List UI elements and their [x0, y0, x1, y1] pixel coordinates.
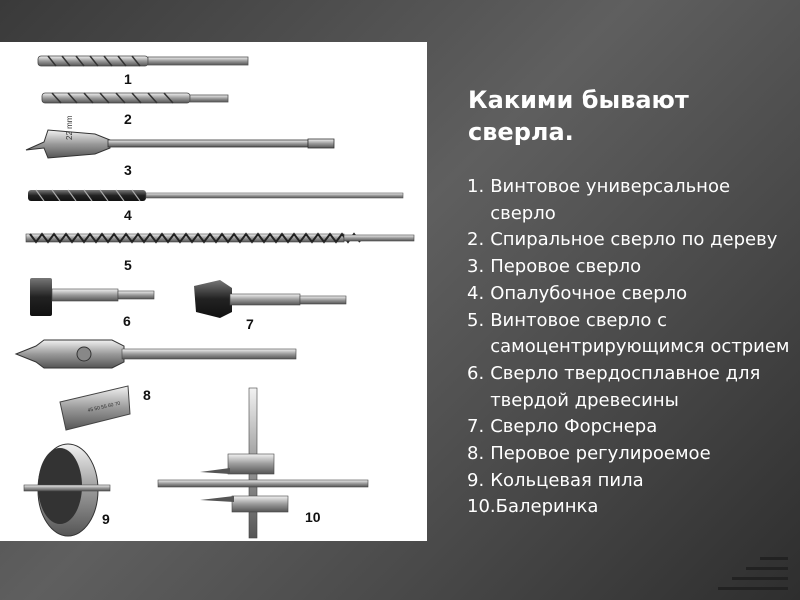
list-item [467, 281, 797, 308]
list-item-number: 9. [467, 469, 485, 491]
label-9: 9 [102, 511, 110, 527]
label-4: 4 [124, 207, 132, 223]
drill-types-list [467, 174, 797, 521]
corner-decoration [718, 534, 788, 590]
list-item [467, 308, 797, 361]
list-item-text: Винтовое сверло с самоцентрирующимся острием [490, 309, 790, 358]
list-item-number: 1. [467, 176, 485, 197]
list-item [467, 254, 797, 281]
list-item-text: Перовое сверло [490, 256, 642, 278]
list-item-number: 8. [467, 443, 485, 465]
list-item [467, 227, 797, 254]
adjustable-scale: 45 50 55 60 70 [87, 400, 121, 414]
list-item-number: 10. [467, 496, 496, 518]
list-item-text: Сверло твердосплавное для твердой древесины [490, 362, 761, 411]
list-item [467, 361, 797, 414]
label-6: 6 [123, 313, 131, 329]
list-item [467, 494, 797, 521]
drill-4 [28, 190, 403, 223]
label-5: 5 [124, 257, 132, 273]
drill-1 [38, 56, 248, 87]
list-item-text: Опалубочное сверло [490, 282, 688, 304]
list-item [467, 468, 797, 495]
list-item-text: Спиральное сверло по дереву [490, 229, 778, 251]
list-item-text: Балеринка [495, 496, 599, 518]
drill-bits-illustration [0, 42, 427, 541]
list-item-text: Сверло Форснера [490, 416, 658, 438]
list-item-number: 5. [467, 309, 485, 331]
list-item [467, 441, 797, 468]
label-2: 2 [124, 111, 132, 127]
label-3: 3 [124, 162, 132, 178]
slide-title-line-1: Какими бывают [468, 86, 689, 114]
label-7: 7 [246, 316, 254, 332]
drill-7 [194, 280, 346, 332]
label-8: 8 [143, 387, 151, 403]
slide-title [468, 84, 788, 148]
list-item-number: 3. [467, 256, 485, 278]
list-item-text: Винтовое универсальное сверло [490, 176, 731, 224]
list-item-number: 7. [467, 416, 485, 438]
label-10: 10 [305, 509, 321, 525]
drill-10 [158, 388, 368, 538]
spade-marking: 22 mm [65, 115, 74, 140]
list-item-number: 4. [467, 282, 485, 304]
list-item-number: 2. [467, 229, 485, 251]
list-item [467, 414, 797, 441]
list-item-text: Перовое регулироемое [490, 443, 711, 465]
label-1: 1 [124, 71, 132, 87]
drill-3 [26, 115, 334, 178]
list-item-text: Кольцевая пила [490, 469, 644, 491]
drill-9 [24, 444, 110, 536]
list-item [467, 174, 797, 227]
drill-5 [26, 234, 414, 273]
slide-title-line-2: сверла. [468, 118, 574, 146]
drill-6 [30, 278, 154, 329]
list-item-number: 6. [467, 362, 485, 384]
